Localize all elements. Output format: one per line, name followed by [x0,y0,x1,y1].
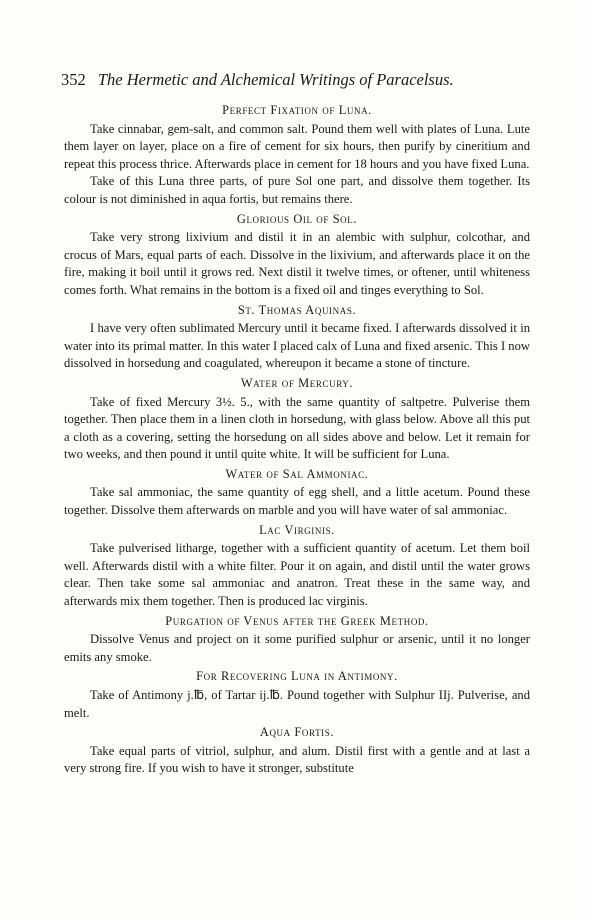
paragraph: Dissolve Venus and project on it some purified sulphur or arsenic, until it no longer emits any smoke. [64,632,530,664]
paragraph: Take of Antimony j.℔, of Tartar ij.℔. Pound together with Sulphur IIj. Pulverise, and melt. [64,688,530,720]
page-body [64,100,530,778]
paragraph: Take pulverised litharge, together with a sufficient quantity of acetum. Let them boil well. Afterwards distil with a white filter. Pour it on again, and distil until the water grows clear. Then take some sal ammoniac and anatron. Treat these in the same way, and afterwards mix them together. Then is produced lac virginis. [64,541,530,609]
section-water-of-mercury [64,375,530,464]
paragraph: Take cinnabar, gem-salt, and common salt. Pound them well with plates of Luna. Lute them layer on layer, place on a fire of cement for six hours, then purify by cineritium and repeat this process thrice. Afterwards place in cement for 18 hours and you have fixed Luna. [64,121,530,171]
paragraph: Take very strong lixivium and distil it in an alembic with sulphur, colcothar, and crocus of Mars, equal parts of each. Dissolve in the lixivium, and afterwards place it on the fire, making it boil until it grows red. Next distil it twelve times, or oftener, until whiteness comes forth. What remains in the bottom is a fixed oil and tinges everything to Sol. [64,230,530,297]
section-glorious-oil [64,211,530,300]
section-lac-virginis [64,522,530,611]
section-heading: Water of Sal Ammoniac. [225,466,369,481]
section-heading: Glorious Oil of Sol. [236,211,358,226]
page-number: 352 [61,70,86,89]
section-heading: Purgation of Venus after the Greek Method. [165,613,429,628]
section-heading: St. Thomas Aquinas. [237,302,357,317]
section-heading: Aqua Fortis. [259,725,335,740]
section-st-thomas-aquinas [64,302,530,373]
section-heading: For Recovering Luna in Antimony. [196,669,398,684]
paragraph: Take equal parts of vitriol, sulphur, and alum. Distil first with a gentle and at last a very strong fire. If you wish to have it stronger, substitute [64,743,530,776]
paragraph: I have very often sublimated Mercury until it became fixed. I afterwards dissolved it in water into its primal matter. In this water I placed calx of Luna and fixed arsenic. This I now dissolved in horsedung and coagulated, whereupon it became a stone of tincture. [64,321,530,371]
section-heading: Water of Mercury. [240,375,354,390]
section-recovering-luna [64,668,530,722]
section-perfect-fixation [64,102,530,209]
paragraph: Take sal ammoniac, the same quantity of egg shell, and a little acetum. Pound these together. Dissolve them afterwards on marble and you will have water of sal ammoniac. [64,485,530,518]
section-water-of-sal-ammoniac [64,466,530,520]
running-title: The Hermetic and Alchemical Writings of Paracelsus. [97,70,454,89]
paragraph: Take of this Luna three parts, of pure Sol one part, and dissolve them together. Its colour is not diminished in aqua fortis, but remains there. [64,174,530,206]
page-header [61,70,541,90]
section-heading: Perfect Fixation of Luna. [222,103,372,117]
paragraph: Take of fixed Mercury 3½. 5., with the same quantity of saltpetre. Pulverise them together. Then place them in a linen cloth in horsedung, with glass below. Above all this put a cloth as a covering, setting the horsedung on all sides above and below. Let it remain for two weeks, and then pound it until quite white. It will be sufficient for Luna. [64,394,530,462]
section-aqua-fortis [64,724,530,778]
section-heading: Lac Virginis. [259,522,335,537]
section-purgation-of-venus [64,613,530,667]
